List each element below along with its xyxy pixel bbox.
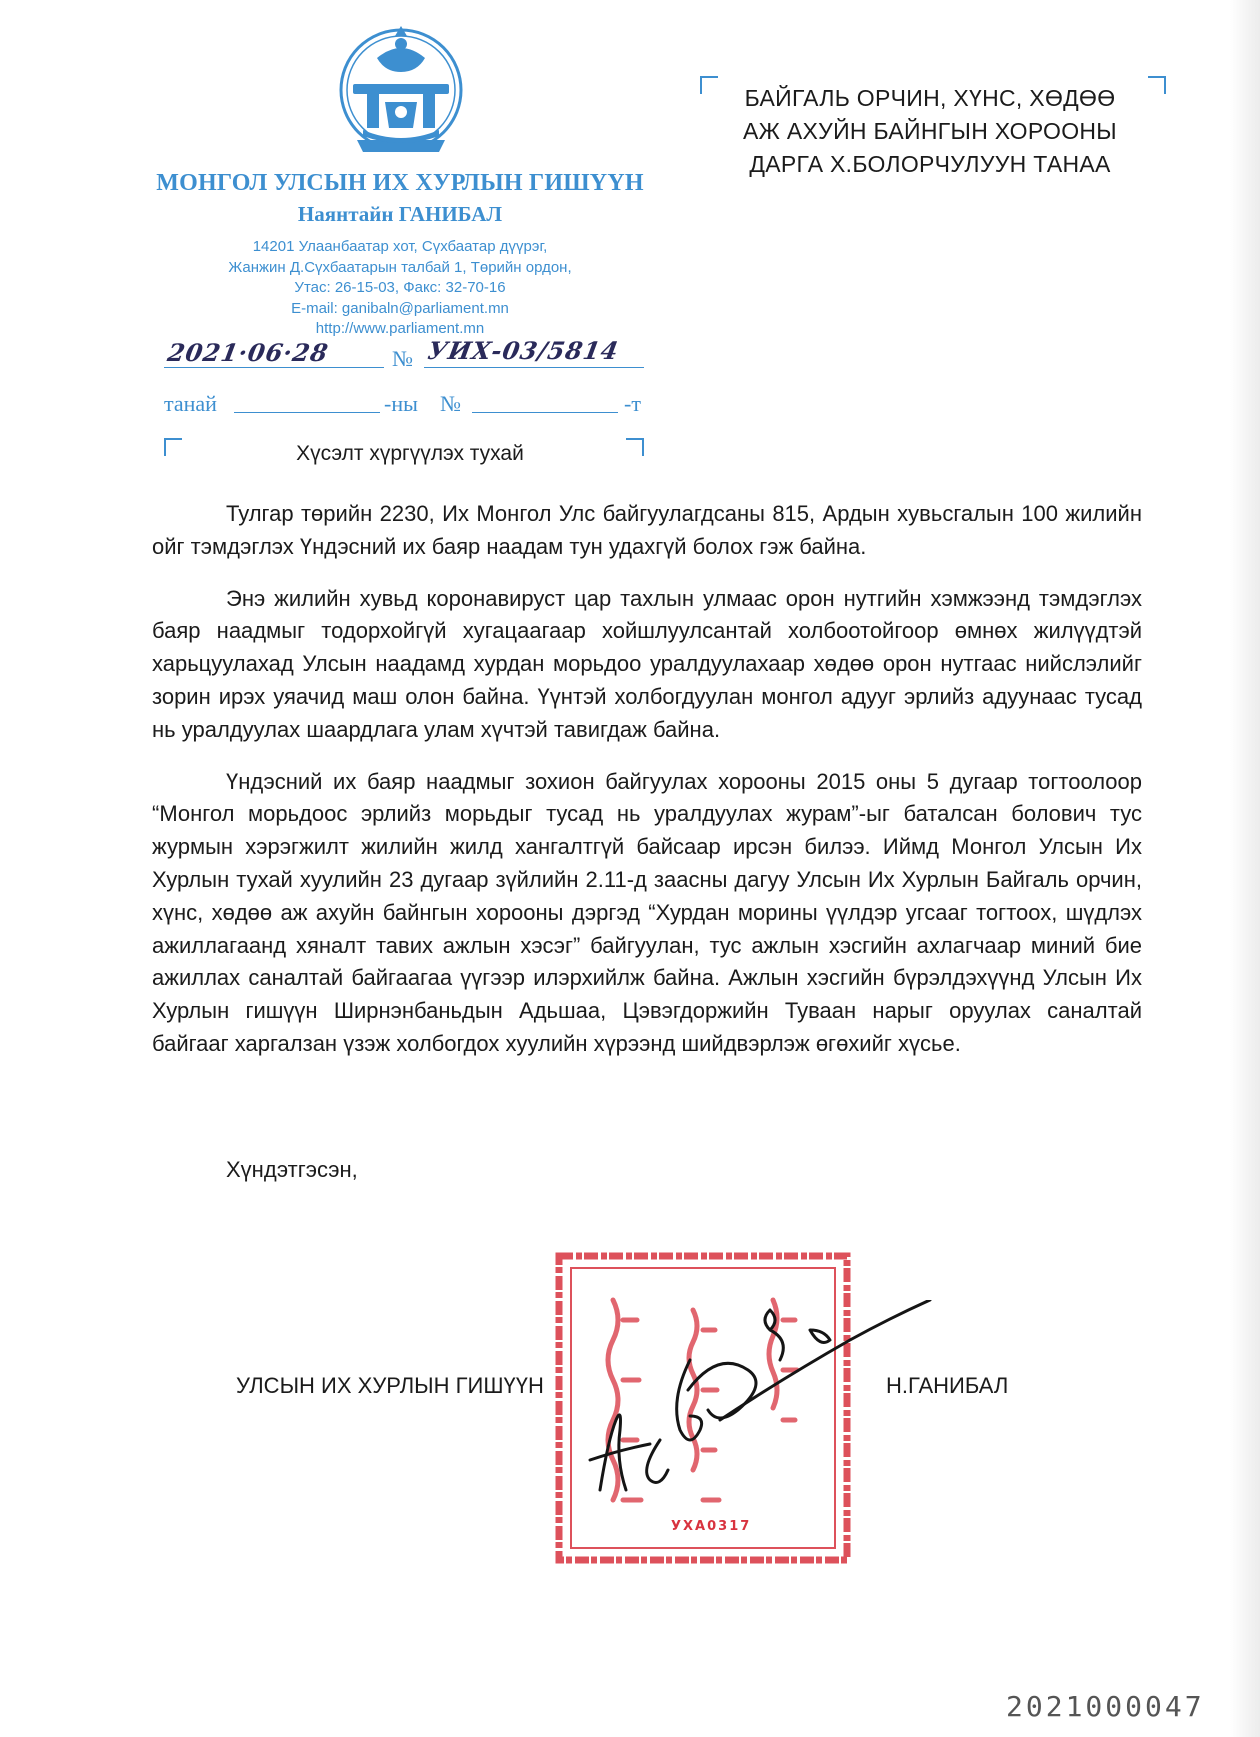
yours-date-line bbox=[234, 412, 380, 413]
body-paragraph: Энэ жилийн хувьд коронавируст цар тахлын улмаас орон нутгийн хэмжээнд тэмдэглэх баяр наадмыг тодорхойгүй хугацаагаар хойшлуулсантай холбоотойгоор өмнөх жилүүдтэй харьцуулахад Улсын наадамд хурдан морьдоо уралдуулахаар хөдөө орон нутгаас нийслэлийг зорин ирэх уяачид маш олон байна. Үүнтэй холбогдуулан монгол адууг эрлийз адуунаас тусад нь уралдуулах шаардлага улам хүчтэй тавигдаж байна. bbox=[152, 585, 1142, 742]
handwritten-signature bbox=[570, 1300, 970, 1500]
body-paragraph: Үндэсний их баяр наадмыг зохион байгуулах хорооны 2015 оны 5 дугаар тогтоолоор “Монгол морьдоос эрлийз морьдыг тусад нь уралдуулах журам”-ыг баталсан болович тус журмын хэрэгжилт жилийн жилд хангалтгүй байсаар ирсэн билээ. Иймд Монгол Улсын Их Хурлын тухай хуулийн 23 дугаар зүйлийн 2.11-д заасны дагуу Улсын Их Хурлын Байгаль орчин, хүнс, хөдөө аж ахуйн байнгын хорооны дэргэд “Хурдан морины үүлдэр угсааг тогтоох, шүдлэх ажиллагаанд хяналт тавих ажлын хэсэг” байгуулан, тус ажлын хэсгийн ахлагчаар миний бие ажиллах саналтай байгаагаа үүгээр илэрхийлж байна. Ажлын хэсгийн бүрэлдэхүүнд Улсын Их Хурлын гишүүн Ширнэнбаньдын Адьшаа, Цэвэгдоржийн Туваан нарыг оруулах саналтай байгааг харгалзан үзэж холбогдох хуулийн хүрээнд шийдвэрлэж өгөхийг хүсье. bbox=[152, 768, 1142, 1056]
address-line: Жанжин Д.Сүхбаатарын талбай 1, Төрийн ордон, bbox=[228, 258, 572, 276]
letterhead-member-name: Наянтайн ГАНИБАЛ bbox=[297, 202, 503, 226]
yours-number-line bbox=[472, 412, 618, 413]
address-line: Утас: 26-15-03, Факс: 32-70-16 bbox=[294, 279, 506, 296]
letterhead-address bbox=[180, 237, 620, 340]
subject-bracket-left bbox=[164, 438, 182, 456]
scan-edge-shadow bbox=[1230, 0, 1260, 1737]
t-label: -т bbox=[624, 391, 641, 416]
website-line: http://www.parliament.mn bbox=[315, 320, 485, 337]
yours-label: танай bbox=[164, 391, 217, 416]
addressee-line: АЖ АХУЙН БАЙНГЫН ХОРООНЫ bbox=[743, 118, 1117, 144]
email-line: E-mail: ganibaln@parliament.mn bbox=[291, 299, 509, 317]
date-line bbox=[164, 367, 384, 368]
handwritten-reference-number: УИХ-03/5814 bbox=[425, 336, 622, 365]
addressee-line: ДАРГА Х.БОЛОРЧУЛУУН ТАНАА bbox=[749, 151, 1111, 177]
letter-body bbox=[152, 498, 1142, 1080]
body-paragraph: Тулгар төрийн 2230, Их Монгол Улс байгуулагдсаны 815, Ардын хувьсгалын 100 жилийн ойг тэмдэглэх Үндэсний их баяр наадам тун удахгүй болох гэж байна. bbox=[152, 501, 1142, 559]
address-line: 14201 Улаанбаатар хот, Сүхбаатар дүүрэг, bbox=[252, 238, 548, 255]
handwritten-date: 2021·06·28 bbox=[165, 338, 331, 367]
addressee-block bbox=[700, 82, 1160, 181]
signer-name: Н.ГАНИБАЛ bbox=[886, 1373, 1009, 1398]
subject-bracket-right bbox=[626, 438, 644, 456]
of-label: -ны bbox=[384, 391, 418, 416]
closing-salutation: Хүндэтгэсэн, bbox=[226, 1157, 358, 1182]
addressee-line: БАЙГАЛЬ ОРЧИН, ХҮНС, ХӨДӨӨ bbox=[744, 85, 1116, 111]
stamp-code: УХА0317 bbox=[671, 1519, 752, 1534]
signer-title: УЛСЫН ИХ ХУРЛЫН ГИШҮҮН bbox=[236, 1373, 544, 1398]
document-registration-number: 2021000047 bbox=[1006, 1690, 1205, 1723]
number-symbol: № bbox=[392, 346, 413, 371]
number-line bbox=[424, 367, 644, 368]
letterhead-title: МОНГОЛ УЛСЫН ИХ ХУРЛЫН ГИШҮҮН bbox=[156, 170, 644, 196]
subject-line: Хүсэлт хүргүүлэх тухай bbox=[296, 442, 524, 465]
yours-number-symbol: № bbox=[440, 391, 461, 416]
soyombo-emblem-icon bbox=[333, 22, 469, 172]
